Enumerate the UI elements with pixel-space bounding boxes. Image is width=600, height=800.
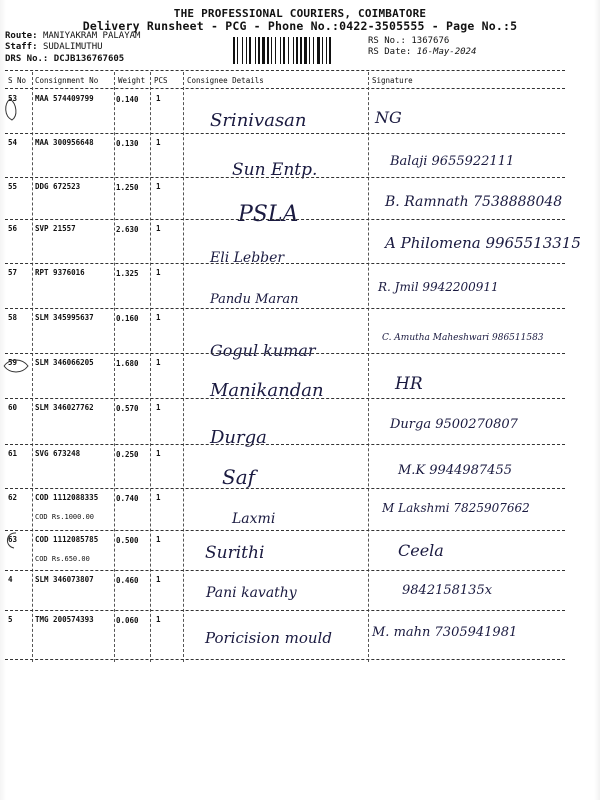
pen-mark-icon — [2, 96, 22, 124]
row-pcs: 1 — [156, 313, 161, 322]
row-consignee-handwriting: Pandu Maran — [210, 292, 299, 307]
barcode-bar — [233, 37, 235, 64]
row-weight: 0.160 — [116, 314, 139, 323]
row-sno: 4 — [8, 575, 13, 584]
barcode-bar — [309, 37, 310, 64]
rs-date-label: RS Date: — [368, 47, 412, 57]
route-line — [5, 31, 140, 41]
row-divider — [5, 488, 565, 489]
row-pcs: 1 — [156, 575, 161, 584]
row-signature-handwriting: R. Jmil 9942200911 — [378, 280, 499, 294]
col-consignment: Consignment No — [35, 76, 99, 85]
row-cod-amount: COD Rs.650.00 — [35, 555, 90, 563]
row-consignment-no: SLM 346073807 — [35, 575, 94, 584]
row-consignee-handwriting: Sun Entp. — [232, 160, 318, 180]
barcode-bar — [317, 37, 320, 64]
barcode-bar — [242, 37, 243, 64]
col-sno: S No — [8, 76, 27, 85]
row-sno: 58 — [8, 313, 18, 322]
row-consignment-no: RPT 9376016 — [35, 268, 85, 277]
row-divider — [5, 353, 565, 354]
row-divider — [5, 444, 565, 445]
row-consignment-no: SLM 345995637 — [35, 313, 94, 322]
row-weight: 0.460 — [116, 576, 139, 585]
row-consignee-handwriting: Poricision mould — [205, 629, 332, 647]
drs-label: DRS No.: — [5, 54, 49, 64]
row-weight: 0.570 — [116, 404, 139, 413]
column-divider — [114, 72, 115, 662]
row-signature-handwriting: Durga 9500270807 — [390, 417, 518, 432]
row-consignment-no: SLM 346066205 — [35, 358, 94, 367]
barcode-bar — [288, 37, 289, 64]
row-pcs: 1 — [156, 615, 161, 624]
row-consignment-no: MAA 300956648 — [35, 138, 94, 147]
row-pcs: 1 — [156, 535, 161, 544]
rs-no-value: 1367676 — [411, 36, 450, 46]
row-sno: 55 — [8, 182, 18, 191]
barcode-bar — [329, 37, 331, 64]
row-weight: 2.630 — [116, 225, 139, 234]
row-sno: 54 — [8, 138, 18, 147]
row-weight: 0.060 — [116, 616, 139, 625]
pen-mark-icon — [2, 530, 22, 550]
row-signature-handwriting: NG — [375, 108, 402, 127]
row-pcs: 1 — [156, 268, 161, 277]
barcode-bar — [322, 37, 323, 64]
row-consignee-handwriting: Manikandan — [210, 380, 324, 401]
row-consignee-handwriting: Durga — [210, 427, 267, 448]
row-consignee-handwriting: Eli Lebber — [210, 250, 285, 266]
row-signature-handwriting: Ceela — [398, 541, 444, 560]
row-divider — [5, 177, 565, 178]
row-consignment-no: SVG 673248 — [35, 449, 81, 458]
row-pcs: 1 — [156, 224, 161, 233]
column-divider — [183, 72, 184, 662]
row-weight: 0.740 — [116, 494, 139, 503]
column-divider — [32, 72, 33, 662]
barcode-bar — [326, 37, 327, 64]
row-consignment-no: COD 1112088335 — [35, 493, 99, 502]
row-sno: 59 — [8, 358, 18, 367]
row-consignee-handwriting: PSLA — [238, 202, 299, 227]
company-title: THE PROFESSIONAL COURIERS, COIMBATORE — [173, 7, 427, 20]
barcode-bar — [267, 37, 269, 64]
row-weight: 1.325 — [116, 269, 139, 278]
row-divider — [5, 530, 565, 531]
runsheet-subtitle: Delivery Runsheet - PCG - Phone No.:0422-3505555 - Page No.:5 — [82, 19, 518, 33]
row-pcs: 1 — [156, 182, 161, 191]
row-divider — [5, 398, 565, 399]
row-consignee-handwriting: Pani kavathy — [206, 585, 297, 601]
barcode-bar — [296, 37, 298, 64]
pen-mark-icon — [2, 356, 30, 376]
row-signature-handwriting: M. mahn 7305941981 — [372, 625, 518, 640]
barcode-bar — [304, 37, 307, 64]
row-sno: 56 — [8, 224, 18, 233]
row-weight: 0.250 — [116, 450, 139, 459]
route-value: MANIYAKRAM PALAYAM — [42, 31, 141, 41]
col-consignee: Consignee Details — [187, 76, 264, 85]
row-divider — [5, 133, 565, 134]
barcode-bar — [249, 37, 251, 64]
row-consignee-handwriting: Saf — [222, 465, 256, 489]
row-pcs: 1 — [156, 493, 161, 502]
row-weight: 0.500 — [116, 536, 139, 545]
staff-line — [5, 42, 103, 52]
staff-value: SUDALIMUTHU — [42, 42, 103, 52]
col-pcs: PCS — [154, 76, 168, 85]
rs-date-line — [368, 47, 476, 57]
row-consignment-no: DDG 672523 — [35, 182, 81, 191]
rs-date-value: 16-May-2024 — [416, 47, 477, 57]
row-divider — [5, 659, 565, 660]
row-weight: 1.250 — [116, 183, 139, 192]
row-pcs: 1 — [156, 94, 161, 103]
row-sno: 53 — [8, 94, 18, 103]
row-weight: 0.140 — [116, 95, 139, 104]
barcode-bar — [275, 37, 276, 64]
row-weight: 0.130 — [116, 139, 139, 148]
barcode-bar — [262, 37, 265, 64]
row-weight: 1.680 — [116, 359, 139, 368]
row-divider — [5, 610, 565, 611]
row-signature-handwriting: HR — [395, 374, 423, 394]
barcode-bar — [255, 37, 256, 64]
row-signature-handwriting: B. Ramnath 7538888048 — [385, 194, 563, 210]
barcode-bar — [280, 37, 281, 64]
row-pcs: 1 — [156, 138, 161, 147]
column-divider — [368, 72, 369, 662]
row-consignment-no: MAA 574409799 — [35, 94, 94, 103]
row-sno: 60 — [8, 403, 18, 412]
drs-line — [5, 54, 124, 64]
rs-no-line — [368, 36, 449, 46]
row-signature-handwriting: M.K 9944987455 — [398, 463, 512, 478]
row-divider — [5, 570, 565, 571]
barcode-bar — [237, 37, 238, 64]
column-divider — [150, 72, 151, 662]
row-cod-amount: COD Rs.1000.00 — [35, 513, 95, 521]
route-label: Route: — [5, 31, 38, 41]
row-consignment-no: TMG 200574393 — [35, 615, 94, 624]
row-pcs: 1 — [156, 358, 161, 367]
row-pcs: 1 — [156, 449, 161, 458]
barcode-bar — [271, 37, 272, 64]
row-signature-handwriting: A Philomena 9965513315 — [385, 234, 581, 252]
row-signature-handwriting: Balaji 9655922111 — [390, 154, 515, 169]
staff-label: Staff: — [5, 42, 38, 52]
row-divider — [5, 219, 565, 220]
barcode-bar — [300, 37, 302, 64]
row-signature-handwriting: M Lakshmi 7825907662 — [382, 501, 530, 515]
row-consignee-handwriting: Gogul kumar — [210, 341, 316, 360]
row-consignment-no: SLM 346027762 — [35, 403, 94, 412]
row-signature-handwriting: 9842158135x — [402, 583, 493, 598]
barcode-bar — [246, 37, 247, 64]
col-weight: Weight — [118, 76, 146, 85]
row-sno: 62 — [8, 493, 18, 502]
header-divider — [5, 70, 565, 71]
barcode-bar — [283, 37, 285, 64]
row-consignee-handwriting: Surithi — [205, 543, 265, 563]
row-pcs: 1 — [156, 403, 161, 412]
row-divider — [5, 263, 565, 264]
barcode-bar — [258, 37, 260, 64]
column-header-divider — [5, 88, 565, 89]
barcode-image — [233, 37, 363, 64]
row-consignee-handwriting: Srinivasan — [210, 110, 307, 131]
rs-no-label: RS No.: — [368, 36, 406, 46]
row-sno: 63 — [8, 535, 18, 544]
row-sno: 61 — [8, 449, 18, 458]
row-sno: 5 — [8, 615, 13, 624]
row-divider — [5, 308, 565, 309]
row-consignee-handwriting: Laxmi — [232, 511, 276, 527]
row-sno: 57 — [8, 268, 18, 277]
row-consignment-no: COD 1112085785 — [35, 535, 99, 544]
drs-value: DCJB136767605 — [53, 54, 125, 64]
col-signature: Signature — [372, 76, 413, 85]
row-signature-handwriting: C. Amutha Maheshwari 986511583 — [382, 333, 544, 343]
row-consignment-no: SVP 21557 — [35, 224, 76, 233]
barcode-bar — [293, 37, 294, 64]
barcode-bar — [313, 37, 314, 64]
